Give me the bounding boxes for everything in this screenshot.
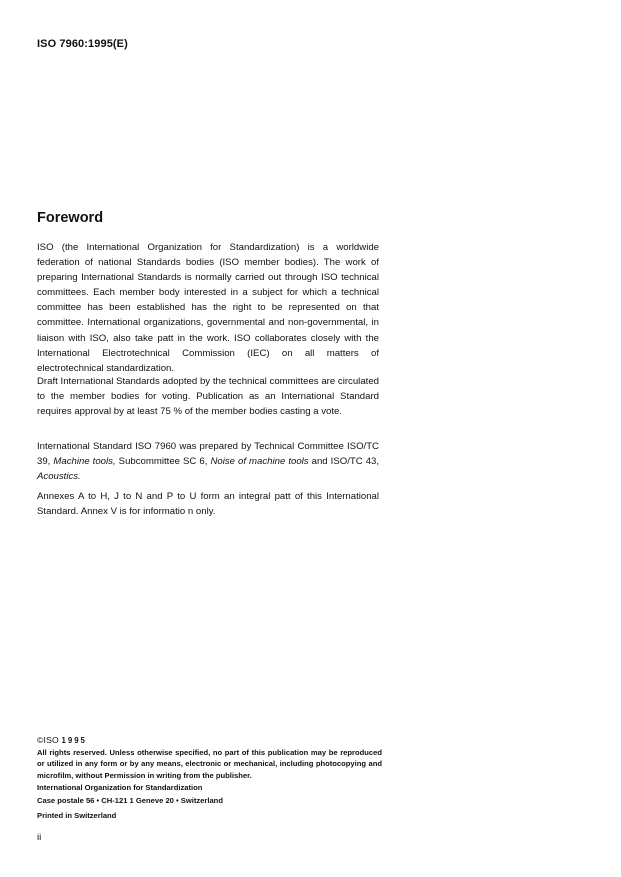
organization-name: International Organization for Standardization bbox=[37, 783, 203, 792]
printed-location: Printed in Switzerland bbox=[37, 811, 117, 820]
para3-and: and ISO/TC 43, bbox=[311, 456, 380, 468]
document-code: ISO 7960:1995(E) bbox=[37, 38, 128, 50]
copyright-year: 1995 bbox=[61, 736, 87, 745]
para3-subcommittee: Subcommittee SC 6, bbox=[118, 456, 208, 468]
foreword-paragraph-2: Draft International Standards adopted by the technical committees are circulated to the member bodies for voting. Publication as an International Standard requires approval by at least 75 % of the member bodies casting a vote. bbox=[37, 376, 379, 418]
copyright-symbol: ©ISO bbox=[37, 735, 59, 745]
copyright-line bbox=[37, 735, 382, 747]
foreword-paragraph-4: Annexes A to H, J to N and P to U form an integral patt of this International Standard. Annex V is for informatio n only. bbox=[37, 491, 379, 518]
page-number: ii bbox=[37, 832, 42, 843]
foreword-paragraph-3 bbox=[37, 439, 379, 484]
organization-address: Case postale 56 • CH-121 1 Geneve 20 • Switzerland bbox=[37, 795, 223, 805]
rights-statement: All rights reserved. Unless otherwise specified, no part of this publication may be reproduced or utilized in any form or by any means, electronic or mechanical, including photocopying and microfilm, without Permission in writing from the publisher. bbox=[37, 747, 382, 780]
foreword-paragraph-1: ISO (the International Organization for Standardization) is a worldwide federation of national Standards bodies (ISO member bodies). The work of preparing International Standards is normally carried out through ISO technical committees. Each member body interested in a subject for which a technical committee has been established has the right to be represented on that committee. International organizations, governmental and non-governmental, in liaison with ISO, also take patt in the work. ISO collaborates closely with the International Electrotechnical Commission (IEC) on all matters of electrotechnical standardization. bbox=[37, 242, 379, 374]
tc43-name: Acoustics. bbox=[37, 471, 81, 483]
copyright-footer bbox=[37, 735, 382, 822]
tc39-name: Machine tools, bbox=[53, 456, 116, 468]
sc6-name: Noise of machine tools bbox=[210, 456, 309, 468]
para3-lead: International Standard ISO 7960 was prepared by Technical Committee ISO/TC 39, bbox=[37, 441, 379, 468]
section-title-foreword: Foreword bbox=[37, 210, 104, 226]
